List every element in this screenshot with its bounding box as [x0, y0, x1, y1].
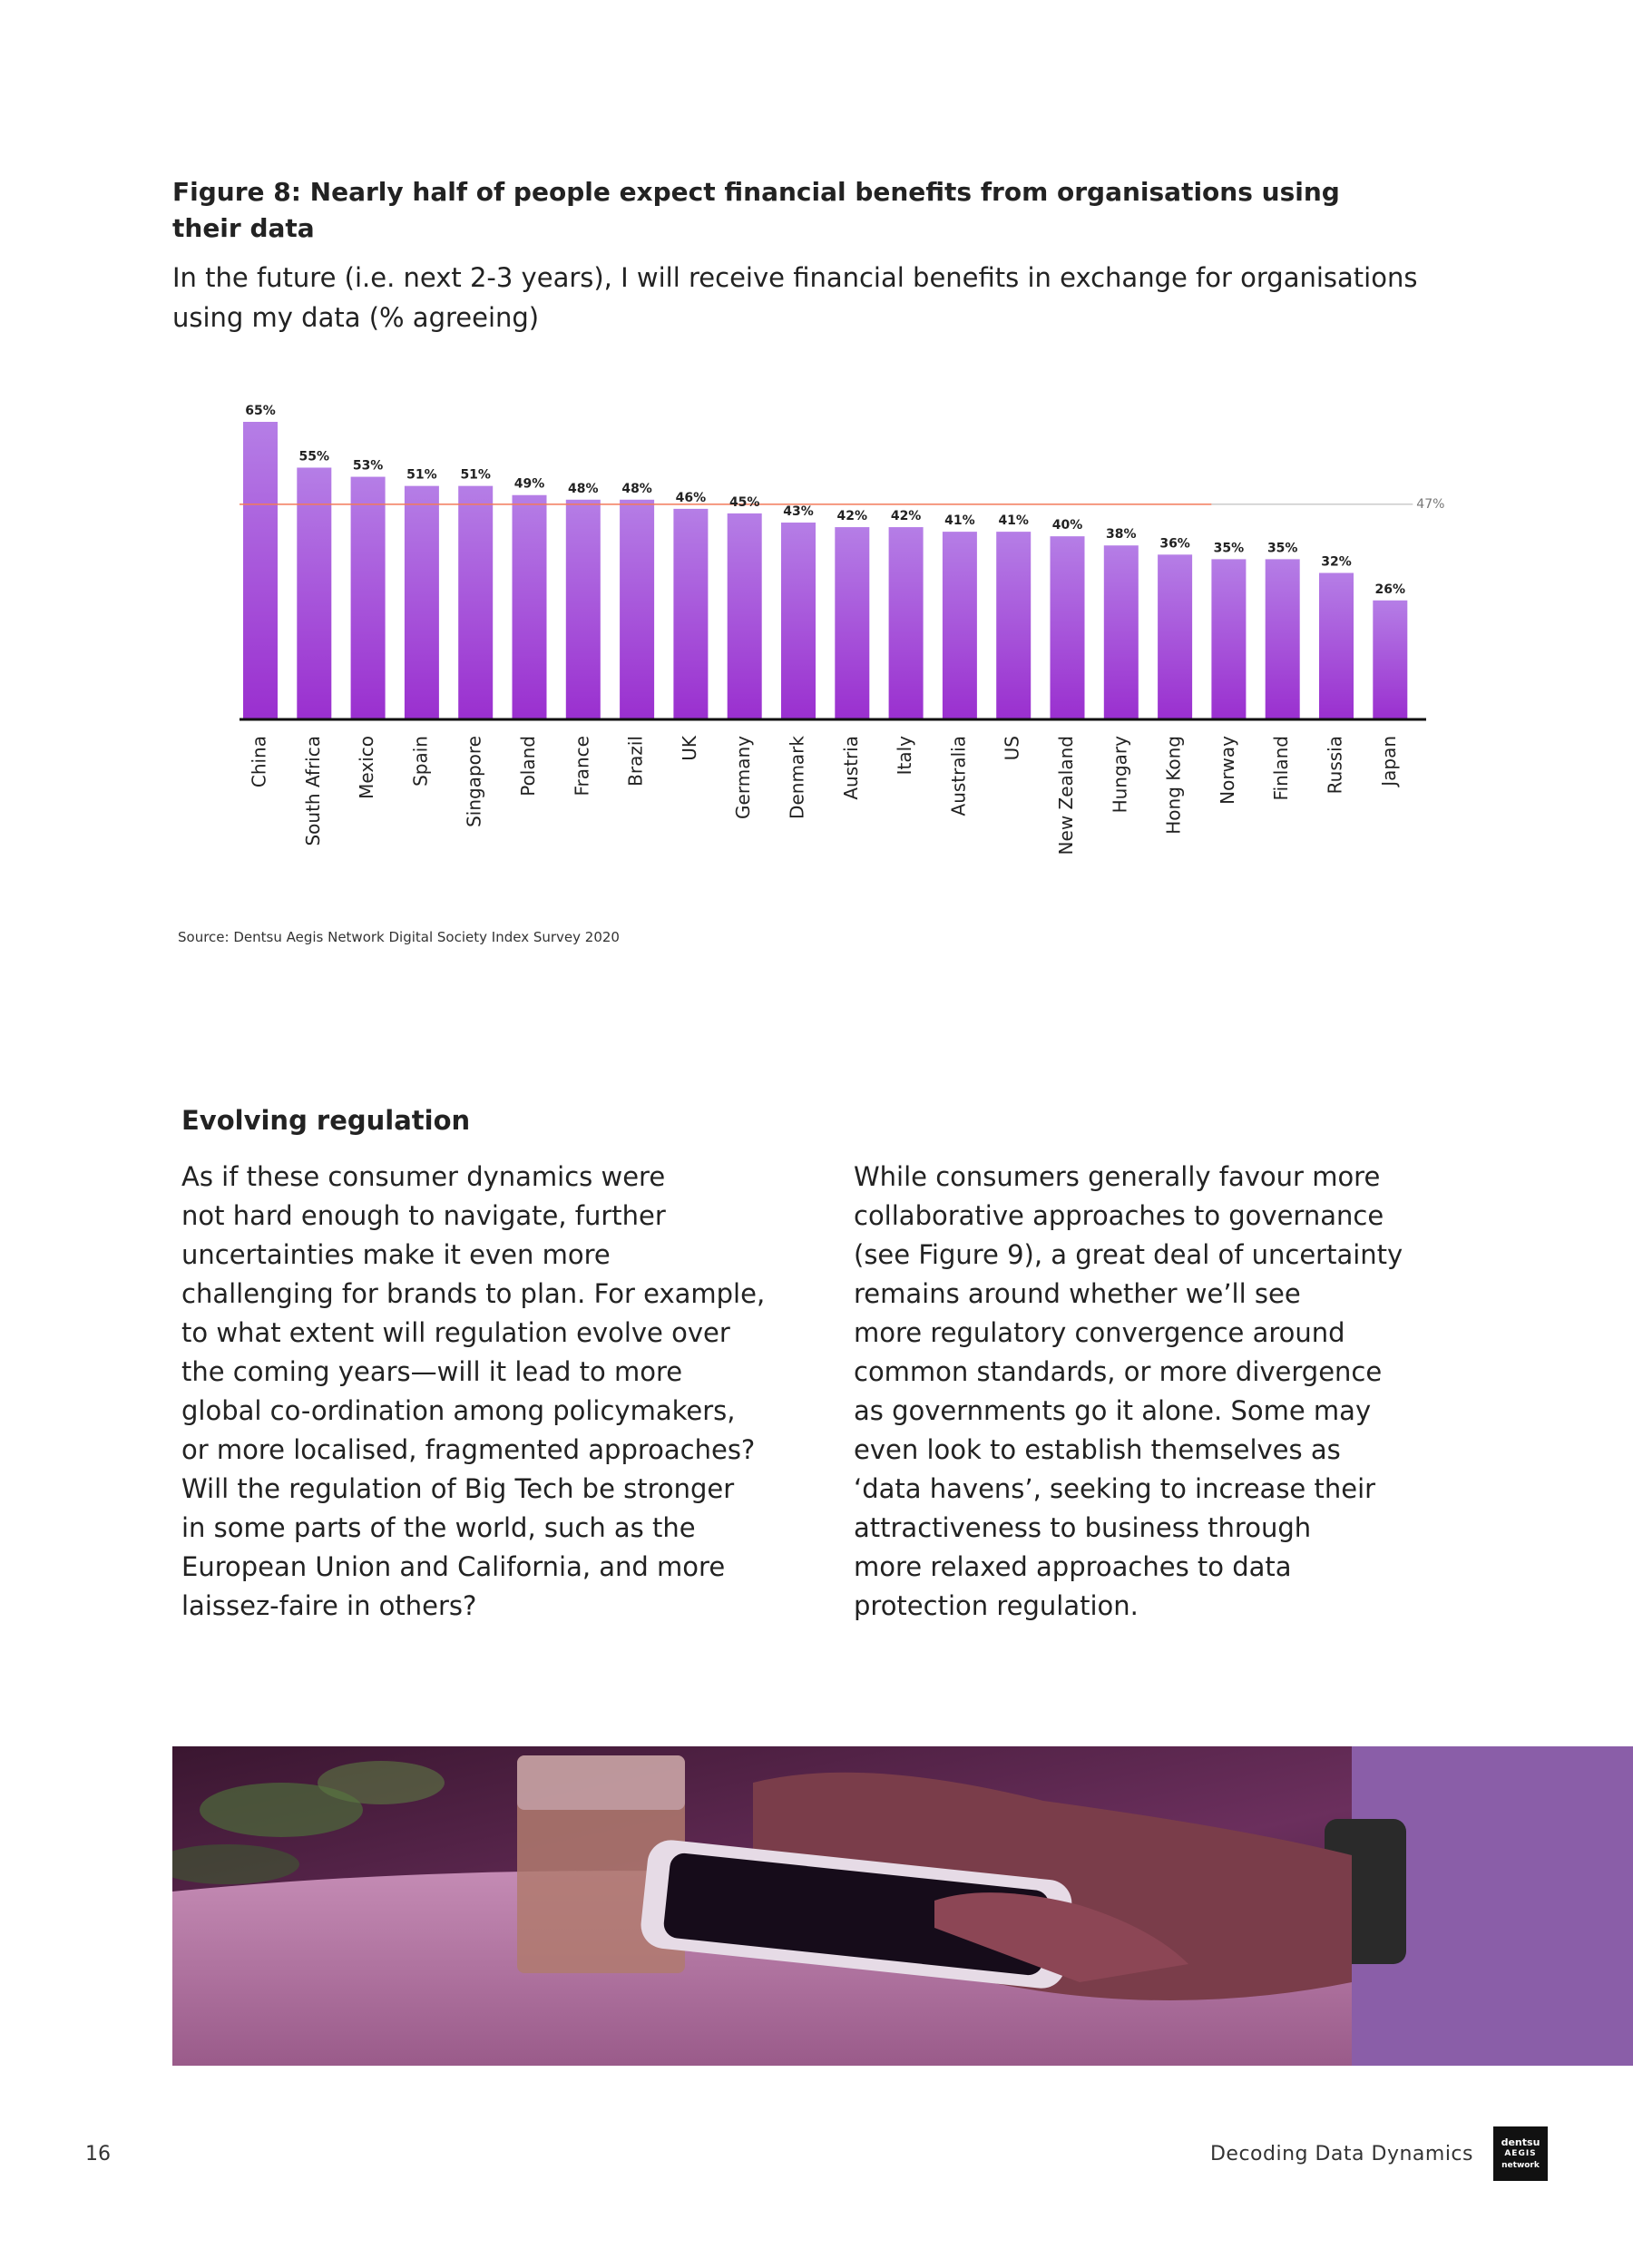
page-number: 16 [85, 2143, 111, 2165]
category-label: China [248, 736, 270, 788]
bar-japan [1373, 601, 1407, 719]
body-text-line: more regulatory convergence around [854, 1317, 1345, 1348]
bar-uk [673, 509, 708, 719]
bar-value-label: 40% [1051, 518, 1083, 533]
bar-singapore [458, 486, 493, 719]
category-label: Singapore [463, 736, 485, 827]
figure-title-line: Figure 8: Nearly half of people expect financial benefits from organisations using [172, 177, 1340, 207]
bar-hong-kong [1158, 554, 1192, 719]
reference-line-label: 47% [1416, 496, 1445, 512]
body-text-line: European Union and California, and more [181, 1551, 726, 1582]
bar-denmark [781, 523, 816, 719]
category-label: Hong Kong [1162, 736, 1185, 835]
bar-value-label: 51% [460, 467, 491, 483]
category-label: Japan [1377, 736, 1400, 787]
bar-australia [943, 532, 977, 719]
category-label: Norway [1216, 736, 1238, 805]
bar-finland [1266, 559, 1300, 719]
bar-china [243, 422, 278, 719]
bar-value-label: 42% [836, 509, 868, 524]
category-label: Italy [894, 736, 916, 776]
body-text-line: attractiveness to business through [854, 1512, 1312, 1543]
body-text-line: common standards, or more divergence [854, 1356, 1383, 1387]
category-label: Spain [409, 736, 432, 787]
figure-source: Source: Dentsu Aegis Network Digital Society Index Survey 2020 [178, 929, 620, 945]
bar-brazil [620, 500, 654, 719]
logo-text: dentsu [1501, 2136, 1540, 2148]
category-label: Poland [517, 736, 539, 797]
bar-value-label: 36% [1159, 536, 1190, 552]
body-text-line: Will the regulation of Big Tech be stronger [181, 1473, 735, 1504]
bar-us [996, 532, 1031, 719]
dentsu-aegis-logo [1493, 2126, 1548, 2181]
bar-value-label: 26% [1374, 582, 1406, 597]
body-text-line: While consumers generally favour more [854, 1161, 1381, 1192]
category-label: Brazil [624, 736, 647, 787]
body-text-line: remains around whether we’ll see [854, 1278, 1301, 1309]
category-label: Denmark [786, 736, 808, 819]
figure-title [172, 174, 1442, 247]
body-column-left [181, 1158, 835, 1626]
category-label: Germany [732, 736, 755, 819]
figure-title-line: their data [172, 213, 315, 243]
bar-poland [513, 495, 547, 719]
category-label: South Africa [301, 736, 324, 846]
bar-value-label: 49% [513, 476, 545, 492]
body-column-right [854, 1158, 1507, 1626]
category-label: US [1001, 736, 1023, 761]
category-label: New Zealand [1055, 736, 1077, 855]
body-text-line: challenging for brands to plan. For example, [181, 1278, 766, 1309]
bar-value-label: 48% [621, 481, 652, 496]
section-heading: Evolving regulation [181, 1105, 471, 1136]
bar-south-africa [297, 467, 331, 719]
figure-subtitle [172, 258, 1515, 337]
bar-hungary [1104, 545, 1139, 719]
body-text-line: as governments go it alone. Some may [854, 1395, 1372, 1426]
body-text-line: uncertainties make it even more [181, 1239, 611, 1270]
bar-austria [835, 527, 869, 719]
body-text-line: protection regulation. [854, 1590, 1139, 1621]
bar-value-label: 42% [890, 509, 922, 524]
category-labels-layer [249, 735, 1400, 855]
bar-norway [1211, 559, 1246, 719]
bar-value-label: 53% [352, 458, 384, 474]
bar-value-label: 35% [1213, 541, 1245, 556]
bar-germany [728, 513, 762, 719]
bar-value-label: 38% [1106, 527, 1137, 543]
body-text-line: global co-ordination among policymakers, [181, 1395, 736, 1426]
logo-text: network [1501, 2160, 1540, 2170]
category-label: Hungary [1109, 736, 1131, 814]
bar-value-label: 45% [728, 494, 760, 510]
bar-value-label: 46% [675, 490, 707, 505]
bar-value-label: 55% [298, 449, 330, 464]
bar-mexico [351, 477, 386, 719]
category-label: France [571, 736, 593, 797]
bar-value-label: 65% [245, 404, 276, 418]
bar-value-label: 51% [406, 467, 437, 483]
bar-value-label: 48% [568, 481, 599, 496]
body-text-line: laissez-faire in others? [181, 1590, 477, 1621]
figure-subtitle-line: using my data (% agreeing) [172, 302, 540, 333]
bar-new-zealand [1051, 536, 1085, 719]
category-label: Austria [839, 736, 862, 800]
body-text-line: more relaxed approaches to data [854, 1551, 1292, 1582]
body-text-line: As if these consumer dynamics were [181, 1161, 666, 1192]
category-label: UK [678, 736, 700, 761]
bar-value-label: 32% [1321, 554, 1352, 570]
category-label: Australia [947, 736, 970, 816]
hero-photo [172, 1746, 1633, 2066]
body-text-line: to what extent will regulation evolve over [181, 1317, 730, 1348]
body-text-line: the coming years—will it lead to more [181, 1356, 683, 1387]
category-label: Mexico [356, 736, 378, 799]
body-text-line: even look to establish themselves as [854, 1434, 1341, 1465]
bar-value-label: 41% [998, 513, 1029, 529]
bar-chart [172, 386, 1452, 894]
body-text-line: in some parts of the world, such as the [181, 1512, 696, 1543]
publication-title: Decoding Data Dynamics [1209, 2143, 1473, 2165]
body-text-line: or more localised, fragmented approaches? [181, 1434, 756, 1465]
body-text-line: collaborative approaches to governance [854, 1200, 1384, 1231]
bar-value-label: 41% [944, 513, 975, 529]
category-label: Finland [1270, 736, 1293, 801]
body-text-line: (see Figure 9), a great deal of uncertainty [854, 1239, 1403, 1270]
bars-layer [243, 422, 1407, 719]
figure-subtitle-line: In the future (i.e. next 2-3 years), I will receive financial benefits in exchange for organisations [172, 262, 1418, 293]
logo-text: AEGIS [1504, 2148, 1537, 2158]
bar-value-label: 35% [1266, 541, 1298, 556]
bar-italy [889, 527, 924, 719]
category-label: Russia [1324, 736, 1346, 795]
body-text-line: not hard enough to navigate, further [181, 1200, 666, 1231]
bar-spain [405, 486, 439, 719]
bar-france [566, 500, 601, 719]
body-text-line: ‘data havens’, seeking to increase their [854, 1473, 1376, 1504]
bar-value-label: 43% [783, 504, 814, 520]
bar-russia [1319, 573, 1354, 719]
